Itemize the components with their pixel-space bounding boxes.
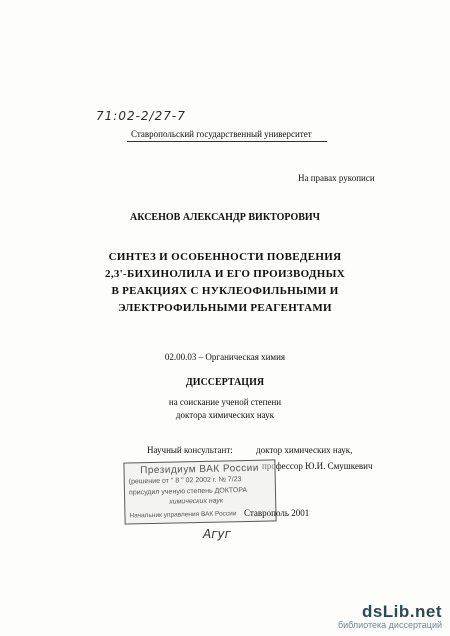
degree-line-1: на соискание ученой степени (168, 397, 282, 407)
handwritten-registry-code: 71:02-2/27-7 (96, 109, 186, 123)
consultant-degree: доктор химических наук, (256, 445, 353, 455)
dslib-watermark (338, 602, 442, 630)
title-line-3: В РЕАКЦИЯХ С НУКЛЕОФИЛЬНЫМИ И (111, 285, 339, 297)
dslib-subtitle: библиотека диссертаций (337, 620, 442, 630)
university-underline (127, 141, 327, 142)
consultant-name: профессор Ю.И. Смушкевич (262, 461, 373, 471)
manuscript-rights-note: На правах рукописи (298, 173, 375, 183)
stamp-line-4: химических наук (169, 497, 224, 506)
university-name: Ставропольский государственный университет (131, 129, 312, 139)
stamp-line-5: Начальник управления ВАК России (129, 510, 237, 520)
degree-line-2: доктора химических наук (175, 410, 275, 420)
stamp-line-2: (решение от " 8 " 02 2002 г. № 7/23 (128, 476, 242, 486)
author-name: АКСЕНОВ АЛЕКСАНДР ВИКТОРОВИЧ (129, 212, 321, 223)
specialty-code: 02.00.03 – Органическая химия (164, 352, 286, 362)
document-type: ДИССЕРТАЦИЯ (185, 377, 265, 388)
title-line-2: 2,3'-БИХИНОЛИЛА И ЕГО ПРОИЗВОДНЫХ (105, 268, 345, 280)
vak-signature: Агуг (203, 527, 231, 541)
city-year: Ставрополь 2001 (244, 508, 310, 518)
stamp-line-3: присудил ученую степень ДОКТОРА (128, 487, 248, 497)
consultant-label: Научный консультант: (147, 445, 233, 455)
stamp-line-1: Президиум ВАК России (140, 462, 260, 477)
title-line-1: СИНТЕЗ И ОСОБЕННОСТИ ПОВЕДЕНИЯ (108, 251, 342, 263)
dslib-logo: dsLib.net (361, 602, 442, 621)
title-line-4: ЭЛЕКТРОФИЛЬНЫМИ РЕАГЕНТАМИ (118, 302, 332, 314)
